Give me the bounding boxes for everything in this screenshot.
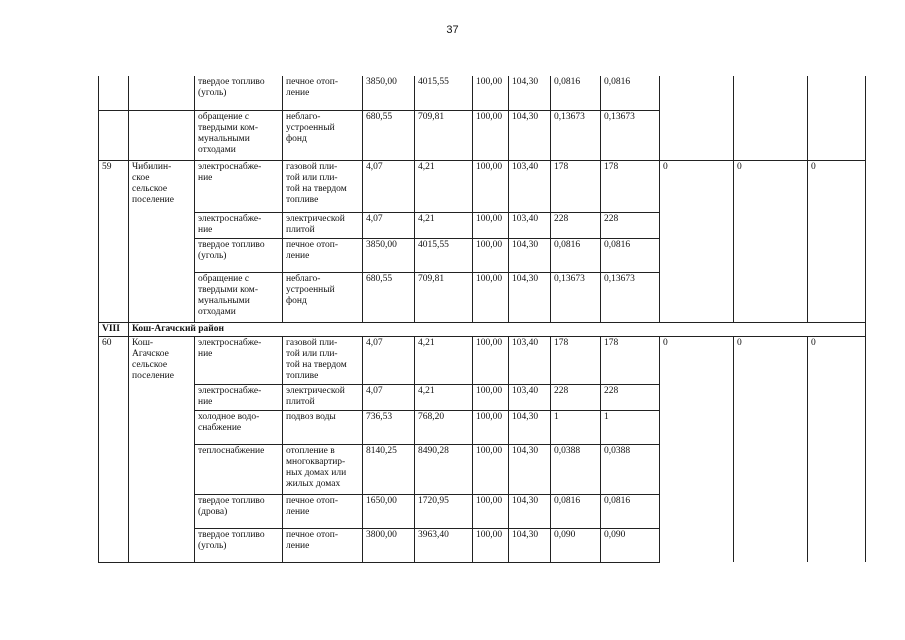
row-number-cell: [99, 76, 129, 110]
basis-cell: печное отоп- ление: [283, 238, 363, 272]
value-cell: 709,81: [415, 110, 473, 160]
percent-cell: 104,30: [509, 494, 551, 528]
norm-cell: 0,0816: [551, 76, 601, 110]
norm-cell: 0,0816: [551, 238, 601, 272]
value-cell: 4,07: [363, 384, 415, 410]
norm-cell: 228: [551, 212, 601, 238]
value-cell: 4,07: [363, 212, 415, 238]
norm-cell: 178: [551, 160, 601, 212]
basis-cell: газовой пли- той или пли- той на твердом топливе: [283, 160, 363, 212]
percent-cell: 100,00: [473, 410, 509, 444]
value-cell: 680,55: [363, 110, 415, 160]
value-cell: 1650,00: [363, 494, 415, 528]
basis-cell: печное отоп- ление: [283, 494, 363, 528]
percent-cell: 100,00: [473, 160, 509, 212]
settlement-cell: Кош- Агачское сельское поселение: [129, 336, 195, 562]
norm-cell: 0,0816: [601, 76, 660, 110]
percent-cell: 103,40: [509, 160, 551, 212]
percent-cell: 104,30: [509, 238, 551, 272]
row-number-cell: 59: [99, 160, 129, 322]
percent-cell: 100,00: [473, 110, 509, 160]
fuel-cell: теплоснабжение: [195, 444, 283, 494]
percent-cell: 103,40: [509, 336, 551, 384]
page-number: 37: [446, 24, 459, 36]
norm-cell: 0,090: [551, 528, 601, 562]
percent-cell: 100,00: [473, 384, 509, 410]
percent-cell: 100,00: [473, 76, 509, 110]
norm-cell: 178: [551, 336, 601, 384]
percent-cell: 100,00: [473, 444, 509, 494]
norm-cell: 228: [601, 212, 660, 238]
basis-cell: газовой пли- той или пли- той на твердом топливе: [283, 336, 363, 384]
percent-cell: 104,30: [509, 76, 551, 110]
empty-cell: [734, 76, 808, 160]
basis-cell: отопление в многоквартир- ных домах или жилых домах: [283, 444, 363, 494]
value-cell: 3850,00: [363, 76, 415, 110]
norm-cell: 0,0388: [601, 444, 660, 494]
value-cell: 4,07: [363, 336, 415, 384]
percent-cell: 103,40: [509, 212, 551, 238]
norm-cell: 0,0816: [601, 494, 660, 528]
change-cell: 0: [808, 336, 866, 562]
settlement-cell: [129, 110, 195, 160]
norm-cell: 0,090: [601, 528, 660, 562]
table-row: [99, 160, 866, 212]
norm-cell: 0,13673: [601, 272, 660, 322]
change-cell: 0: [734, 336, 808, 562]
fuel-cell: электроснабже- ние: [195, 160, 283, 212]
value-cell: 680,55: [363, 272, 415, 322]
value-cell: 8490,28: [415, 444, 473, 494]
norm-cell: 228: [601, 384, 660, 410]
basis-cell: электрической плитой: [283, 384, 363, 410]
fuel-cell: электроснабже- ние: [195, 212, 283, 238]
norm-cell: 0,13673: [601, 110, 660, 160]
value-cell: 3800,00: [363, 528, 415, 562]
percent-cell: 104,30: [509, 410, 551, 444]
settlement-cell: Чибилин- ское сельское поселение: [129, 160, 195, 322]
norm-cell: 1: [601, 410, 660, 444]
value-cell: 4,21: [415, 212, 473, 238]
row-number-cell: 60: [99, 336, 129, 562]
empty-cell: [808, 76, 866, 160]
norm-cell: 228: [551, 384, 601, 410]
norm-cell: 0,13673: [551, 110, 601, 160]
value-cell: 8140,25: [363, 444, 415, 494]
section-title: Кош-Агачский район: [129, 322, 866, 336]
fuel-cell: электроснабже- ние: [195, 336, 283, 384]
percent-cell: 104,30: [509, 528, 551, 562]
value-cell: 1720,95: [415, 494, 473, 528]
value-cell: 4,21: [415, 384, 473, 410]
basis-cell: электрической плитой: [283, 212, 363, 238]
fuel-cell: твердое топливо (уголь): [195, 238, 283, 272]
change-cell: 0: [660, 160, 734, 322]
value-cell: 4015,55: [415, 76, 473, 110]
row-number-cell: [99, 110, 129, 160]
tariff-table: [98, 76, 866, 563]
value-cell: 736,53: [363, 410, 415, 444]
percent-cell: 104,30: [509, 110, 551, 160]
percent-cell: 100,00: [473, 528, 509, 562]
section-row: [99, 322, 866, 336]
fuel-cell: твердое топливо (дрова): [195, 494, 283, 528]
fuel-cell: обращение с твердыми ком- мунальными отходами: [195, 110, 283, 160]
percent-cell: 103,40: [509, 384, 551, 410]
basis-cell: печное отоп- ление: [283, 528, 363, 562]
norm-cell: 0,13673: [551, 272, 601, 322]
fuel-cell: обращение с твердыми ком- мунальными отходами: [195, 272, 283, 322]
percent-cell: 100,00: [473, 238, 509, 272]
section-number: VIII: [99, 322, 129, 336]
percent-cell: 100,00: [473, 494, 509, 528]
change-cell: 0: [734, 160, 808, 322]
value-cell: 4,21: [415, 336, 473, 384]
norm-cell: 0,0388: [551, 444, 601, 494]
change-cell: 0: [808, 160, 866, 322]
norm-cell: 178: [601, 160, 660, 212]
norm-cell: 1: [551, 410, 601, 444]
fuel-cell: холодное водо- снабжение: [195, 410, 283, 444]
norm-cell: 0,0816: [551, 494, 601, 528]
value-cell: 4,07: [363, 160, 415, 212]
basis-cell: печное отоп- ление: [283, 76, 363, 110]
norm-cell: 178: [601, 336, 660, 384]
percent-cell: 100,00: [473, 272, 509, 322]
value-cell: 4015,55: [415, 238, 473, 272]
percent-cell: 104,30: [509, 272, 551, 322]
percent-cell: 100,00: [473, 336, 509, 384]
fuel-cell: твердое топливо (уголь): [195, 528, 283, 562]
value-cell: 3963,40: [415, 528, 473, 562]
basis-cell: неблаго- устроенный фонд: [283, 272, 363, 322]
basis-cell: подвоз воды: [283, 410, 363, 444]
fuel-cell: твердое топливо (уголь): [195, 76, 283, 110]
value-cell: 4,21: [415, 160, 473, 212]
percent-cell: 104,30: [509, 444, 551, 494]
fuel-cell: электроснабже- ние: [195, 384, 283, 410]
empty-cell: [660, 76, 734, 160]
basis-cell: неблаго- устроенный фонд: [283, 110, 363, 160]
value-cell: 709,81: [415, 272, 473, 322]
value-cell: 768,20: [415, 410, 473, 444]
table-row: [99, 76, 866, 110]
table-row: [99, 336, 866, 384]
change-cell: 0: [660, 336, 734, 562]
value-cell: 3850,00: [363, 238, 415, 272]
percent-cell: 100,00: [473, 212, 509, 238]
settlement-cell: [129, 76, 195, 110]
norm-cell: 0,0816: [601, 238, 660, 272]
